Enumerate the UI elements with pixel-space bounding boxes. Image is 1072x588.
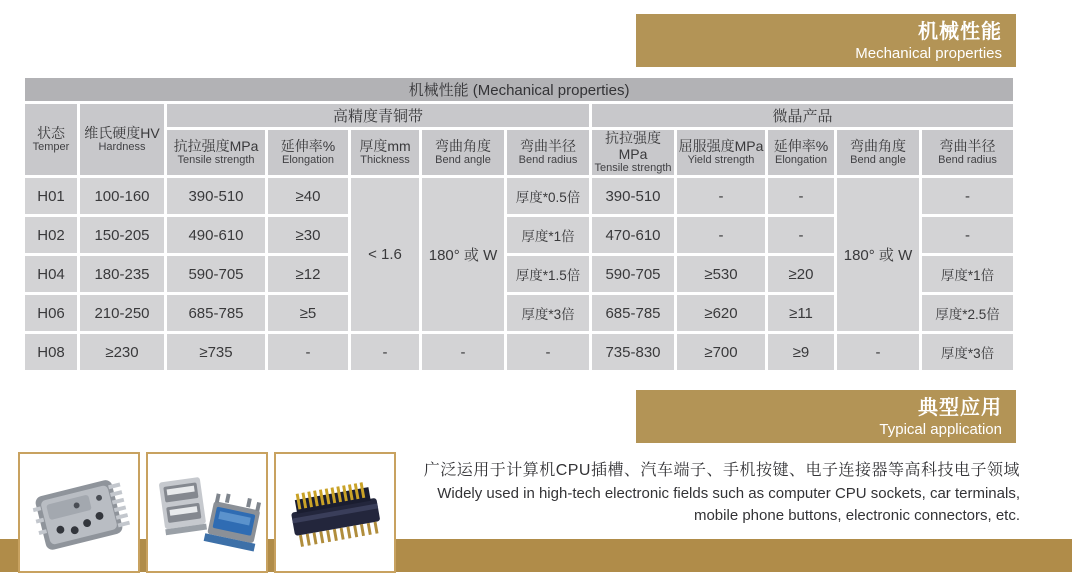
table-row-h01 xyxy=(25,178,1013,214)
col-header-zh: 弯曲半径 xyxy=(520,138,576,154)
cell-micro-tensile: 590-705 xyxy=(592,256,674,292)
cell-micro-yield: ≥530 xyxy=(677,256,765,292)
cell-micro-yield: ≥620 xyxy=(677,295,765,331)
application-text-en-line2: mobile phone buttons, electronic connectors, etc. xyxy=(693,507,1020,524)
cell-bronze-elongation: - xyxy=(268,334,348,370)
cell-micro-bend-radius: 厚度*3倍 xyxy=(922,334,1013,370)
col-header-zh: 弯曲角度 xyxy=(435,138,491,154)
cell-micro-bend-angle: - xyxy=(837,334,919,370)
cell-micro-yield: - xyxy=(677,217,765,253)
mechanical-properties-table xyxy=(22,75,1016,373)
application-text-zh: 广泛运用于计算机CPU插槽、汽车端子、手机按键、电子连接器等高科技电子领域 xyxy=(423,462,1020,479)
cell-micro-tensile: 685-785 xyxy=(592,295,674,331)
cell-micro-elongation: - xyxy=(768,217,834,253)
cell-micro-elongation: - xyxy=(768,178,834,214)
col-header-zh: 厚度mm xyxy=(359,138,411,154)
col-header-en: Bend radius xyxy=(518,154,578,166)
col-header-en: Bend radius xyxy=(938,154,997,166)
group-header-micro: 微晶产品 xyxy=(592,104,1013,127)
group-header-bronze: 高精度青铜带 xyxy=(167,104,589,127)
cell-micro-tensile: 735-830 xyxy=(592,334,674,370)
cell-micro-bend-radius: 厚度*2.5倍 xyxy=(922,295,1013,331)
cell-bronze-bend-radius: 厚度*0.5倍 xyxy=(507,178,589,214)
cell-bronze-tensile: ≥735 xyxy=(167,334,265,370)
cell-bronze-elongation: ≥30 xyxy=(268,217,348,253)
col-header-hardness xyxy=(80,104,164,175)
cell-hardness: 100-160 xyxy=(80,178,164,214)
col-header-en: Tensile strength xyxy=(594,162,672,174)
cell-bronze-elongation: ≥12 xyxy=(268,256,348,292)
col-header-micro-yield xyxy=(677,130,765,175)
table-title: 机械性能 (Mechanical properties) xyxy=(25,78,1013,101)
col-header-hardness-zh: 维氏硬度HV xyxy=(84,125,160,141)
section-banner-mechanical xyxy=(636,14,1016,67)
sim-card-connector-image xyxy=(20,454,138,571)
table-row-h08 xyxy=(25,334,1013,370)
cell-micro-tensile: 470-610 xyxy=(592,217,674,253)
cell-micro-bend-radius: 厚度*1倍 xyxy=(922,256,1013,292)
col-header-temper xyxy=(25,104,77,175)
cell-micro-elongation: ≥11 xyxy=(768,295,834,331)
cell-bronze-thickness: - xyxy=(351,334,419,370)
usb-connectors-image xyxy=(148,454,266,571)
col-header-zh: 屈服强度MPa xyxy=(678,138,764,154)
col-header-temper-en: Temper xyxy=(32,141,70,153)
col-header-bronze-elongation xyxy=(268,130,348,175)
col-header-en: Thickness xyxy=(360,154,410,166)
cell-bronze-tensile: 590-705 xyxy=(167,256,265,292)
col-header-zh: 弯曲角度 xyxy=(850,138,906,154)
typical-application-text xyxy=(400,458,1020,527)
cell-micro-elongation: ≥9 xyxy=(768,334,834,370)
col-header-zh: 延伸率% xyxy=(773,138,829,154)
cell-micro-bend-radius: - xyxy=(922,178,1013,214)
cell-bronze-elongation: ≥40 xyxy=(268,178,348,214)
col-header-en: Yield strength xyxy=(687,154,755,166)
cell-bronze-tensile: 685-785 xyxy=(167,295,265,331)
col-header-en: Elongation xyxy=(775,154,827,166)
cell-bronze-thickness-merged: < 1.6 xyxy=(351,178,419,331)
col-header-zh: 弯曲半径 xyxy=(939,138,996,154)
banner-mechanical-title-zh: 机械性能 xyxy=(918,21,1002,43)
cell-temper: H06 xyxy=(25,295,77,331)
col-header-bronze-bend-radius xyxy=(507,130,589,175)
col-header-zh: 抗拉强度MPa xyxy=(173,138,259,154)
col-header-en: Bend angle xyxy=(435,154,491,166)
cell-bronze-bend-radius: 厚度*3倍 xyxy=(507,295,589,331)
cell-bronze-elongation: ≥5 xyxy=(268,295,348,331)
cell-bronze-bend-radius: 厚度*1.5倍 xyxy=(507,256,589,292)
cell-bronze-bend-angle: - xyxy=(422,334,504,370)
sim-card-connector-photo xyxy=(18,452,140,573)
cell-temper: H02 xyxy=(25,217,77,253)
cell-temper: H01 xyxy=(25,178,77,214)
col-header-en: Elongation xyxy=(282,154,334,166)
cell-hardness: 210-250 xyxy=(80,295,164,331)
col-header-bronze-bend-angle xyxy=(422,130,504,175)
board-pin-connector-image xyxy=(276,454,394,571)
cell-micro-tensile: 390-510 xyxy=(592,178,674,214)
cell-hardness: 150-205 xyxy=(80,217,164,253)
section-banner-typical-application xyxy=(636,390,1016,443)
col-header-micro-bend-angle xyxy=(837,130,919,175)
col-header-en: Tensile strength xyxy=(177,154,255,166)
banner-typical-title-zh: 典型应用 xyxy=(918,397,1002,419)
col-header-micro-bend-radius xyxy=(922,130,1013,175)
cell-bronze-bend-angle-merged: 180° 或 W xyxy=(422,178,504,331)
cell-bronze-bend-radius: - xyxy=(507,334,589,370)
banner-typical-title-en: Typical application xyxy=(879,421,1002,438)
cell-hardness: 180-235 xyxy=(80,256,164,292)
col-header-bronze-thickness xyxy=(351,130,419,175)
cell-bronze-tensile: 490-610 xyxy=(167,217,265,253)
col-header-zh: 抗拉强度MPa xyxy=(605,130,661,162)
col-header-bronze-tensile xyxy=(167,130,265,175)
col-header-zh: 延伸率% xyxy=(280,138,336,154)
board-pin-connector-photo xyxy=(274,452,396,573)
col-header-en: Bend angle xyxy=(850,154,906,166)
usb-connectors-photo xyxy=(146,452,268,573)
cell-micro-yield: - xyxy=(677,178,765,214)
cell-hardness: ≥230 xyxy=(80,334,164,370)
col-header-micro-tensile xyxy=(592,130,674,175)
cell-micro-yield: ≥700 xyxy=(677,334,765,370)
cell-temper: H04 xyxy=(25,256,77,292)
banner-mechanical-title-en: Mechanical properties xyxy=(855,45,1002,62)
cell-bronze-tensile: 390-510 xyxy=(167,178,265,214)
cell-temper: H08 xyxy=(25,334,77,370)
application-text-en-line1: Widely used in high-tech electronic fields such as computer CPU sockets, car terminals, xyxy=(437,485,1020,502)
col-header-temper-zh: 状态 xyxy=(37,125,65,141)
col-header-micro-elongation xyxy=(768,130,834,175)
cell-micro-bend-angle-merged: 180° 或 W xyxy=(837,178,919,331)
col-header-hardness-en: Hardness xyxy=(98,141,146,153)
cell-micro-elongation: ≥20 xyxy=(768,256,834,292)
cell-bronze-bend-radius: 厚度*1倍 xyxy=(507,217,589,253)
cell-micro-bend-radius: - xyxy=(922,217,1013,253)
